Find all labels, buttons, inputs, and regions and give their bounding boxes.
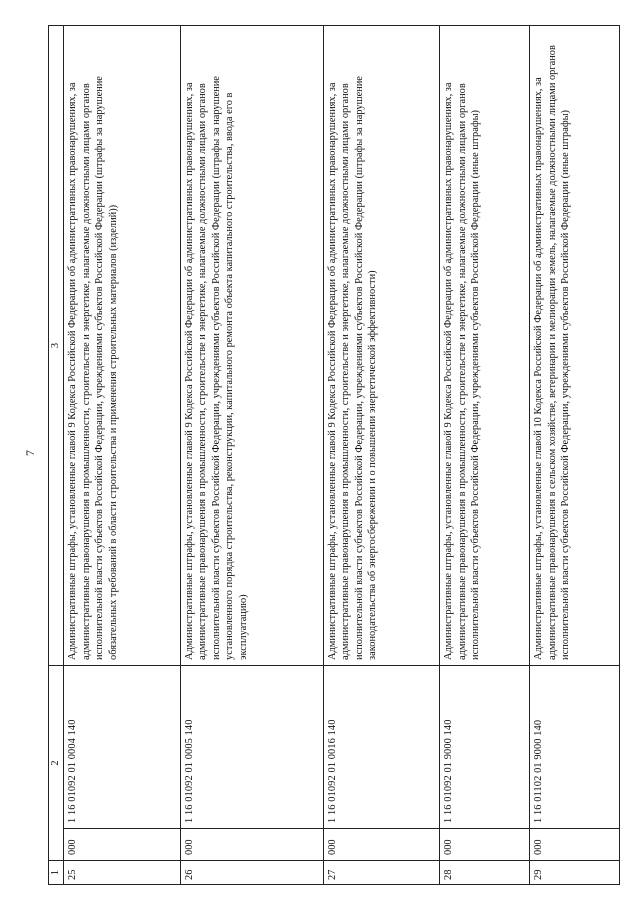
header-col-2: 2 [49,665,64,860]
admin-code: 000 [180,829,323,861]
row-description: Административные штрафы, установленные главой 9 Кодекса Российской Федерации об административных правонарушениях, за административные правонарушения в промышленности, строительстве и энергетике, налагаемые должностными лицами органов исполнительной власти субъектов Российской Федерации, учреждениями субъектов Российской Федерации (штрафы за нарушение установленного порядка строительства, реконструкции, капитального ремонта объекта капитального строительства, ввода его в эксплуатацию) [180,25,323,665]
row-number: 26 [180,861,323,885]
table-row [180,25,323,884]
page-number: 7 [23,450,37,456]
table-row [530,25,620,884]
row-description: Административные штрафы, установленные главой 10 Кодекса Российской Федерации об административных правонарушениях, за административные правонарушения в сельском хозяйстве, ветеринарии и мелиорации земель, налагаемые должностными лицами органов исполнительной власти субъектов Российской Федерации, учреждениями субъектов Российской Федерации (иные штрафы) [530,25,620,665]
kbk-code: 1 16 01092 01 9000 140 [440,665,530,828]
row-description: Административные штрафы, установленные главой 9 Кодекса Российской Федерации об административных правонарушениях, за административные правонарушения в промышленности, строительстве и энергетике, налагаемые должностными лицами органов исполнительной власти субъектов Российской Федерации, учреждениями субъектов Российской Федерации (штрафы за нарушение обязательных требований в области строительства и применения строительных материалов (изделий)) [64,25,181,665]
kbk-code: 1 16 01092 01 0004 140 [64,665,181,828]
row-description: Административные штрафы, установленные главой 9 Кодекса Российской Федерации об административных правонарушениях, за административные правонарушения в промышленности, строительстве и энергетике, налагаемые должностными лицами органов исполнительной власти субъектов Российской Федерации, учреждениями субъектов Российской Федерации (иные штрафы) [440,25,530,665]
rotated-table-frame [48,26,620,885]
table-row [323,25,440,884]
kbk-table [48,25,620,885]
admin-code: 000 [530,829,620,861]
admin-code: 000 [440,829,530,861]
table-header-row [49,25,64,884]
kbk-code: 1 16 01102 01 9000 140 [530,665,620,828]
table-row [440,25,530,884]
admin-code: 000 [64,829,181,861]
admin-code: 000 [323,829,440,861]
kbk-code: 1 16 01092 01 0016 140 [323,665,440,828]
row-number: 25 [64,861,181,885]
row-description: Административные штрафы, установленные главой 9 Кодекса Российской Федерации об административных правонарушениях, за административные правонарушения в промышленности, строительстве и энергетике, налагаемые должностными лицами органов исполнительной власти субъектов Российской Федерации, учреждениями субъектов Российской Федерации (штрафы за нарушение законодательства об энергосбережении и о повышении энергетической эффективности) [323,25,440,665]
row-number: 27 [323,861,440,885]
table-row [64,25,181,884]
row-number: 28 [440,861,530,885]
table-container [48,26,620,885]
header-col-3: 3 [49,25,64,665]
kbk-code: 1 16 01092 01 0005 140 [180,665,323,828]
row-number: 29 [530,861,620,885]
header-col-1: 1 [49,861,64,885]
